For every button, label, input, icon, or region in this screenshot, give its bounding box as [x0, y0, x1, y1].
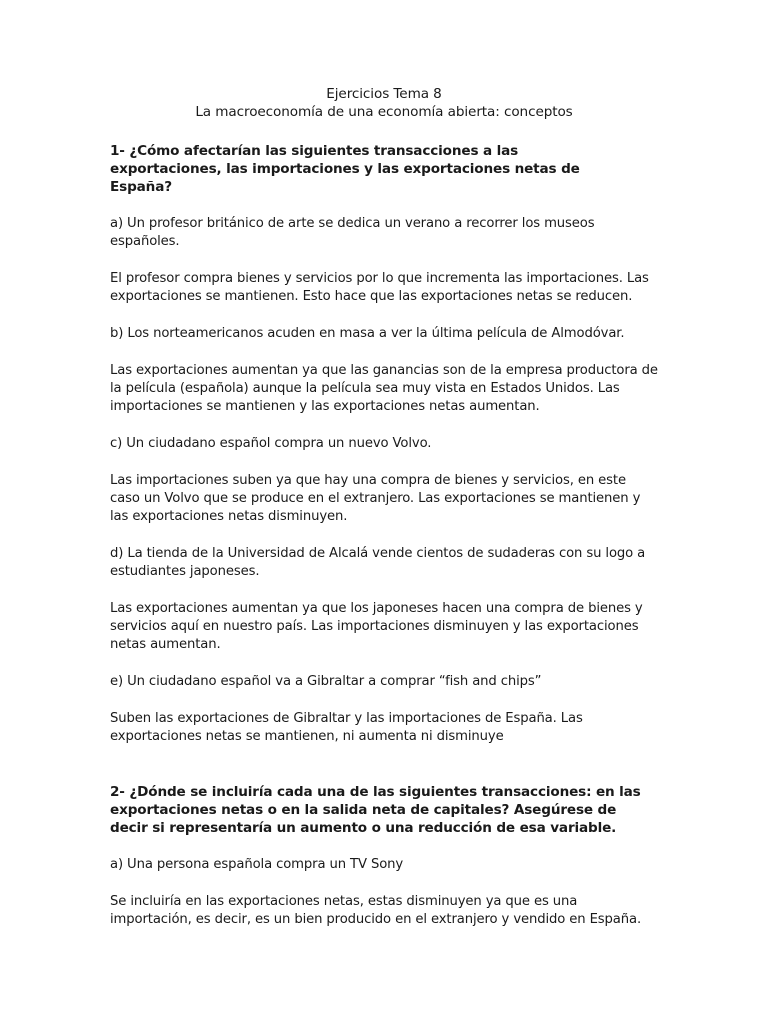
- question-1-item-d: d) La tienda de la Universidad de Alcalá vende cientos de sudaderas con su logo a estudiantes japoneses.: [110, 546, 646, 579]
- question-1-answer-d: Las exportaciones aumentan ya que los japoneses hacen una compra de bienes y servicios aquí en nuestro país. Las importaciones disminuyen y las exportaciones netas aumentan.: [110, 601, 643, 652]
- question-1-item-c: c) Un ciudadano español compra un nuevo Volvo.: [110, 436, 432, 451]
- question-1-answer-e: Suben las exportaciones de Gibraltar y las importaciones de España. Las exportaciones netas se mantienen, ni aumenta ni disminuye: [110, 711, 583, 744]
- question-1-item-e: e) Un ciudadano español va a Gibraltar a comprar “fish and chips”: [110, 674, 542, 689]
- question-1-answer-b: Las exportaciones aumentan ya que las ganancias son de la empresa productora de la película (española) aunque la película sea muy vista en Estados Unidos. Las importaciones se mantienen y las exportaciones netas aumentan.: [110, 363, 658, 414]
- question-1: 1- ¿Cómo afectarían las siguientes transacciones a las exportaciones, las importaciones y las exportaciones netas de España?: [110, 143, 580, 195]
- document-subtitle: La macroeconomía de una economía abierta: conceptos: [195, 104, 573, 120]
- question-2: 2- ¿Dónde se incluiría cada una de las siguientes transacciones: en las exportaciones netas o en la salida neta de capitales? Asegúrese de decir si representaría un aumento o una reducción de esa variable.: [110, 784, 641, 836]
- document-page: [110, 85, 658, 929]
- question-1-item-a: a) Un profesor británico de arte se dedica un verano a recorrer los museos españoles.: [110, 216, 595, 249]
- question-1-item-b: b) Los norteamericanos acuden en masa a ver la última película de Almodóvar.: [110, 326, 625, 341]
- question-2-answer-a: Se incluiría en las exportaciones netas, estas disminuyen ya que es una importación, es decir, es un bien producido en el extranjero y vendido en España.: [110, 894, 642, 927]
- question-2-item-a: a) Una persona española compra un TV Sony: [110, 857, 404, 872]
- document-title: Ejercicios Tema 8: [326, 86, 442, 102]
- question-1-answer-c: Las importaciones suben ya que hay una compra de bienes y servicios, en este caso un Volvo que se produce en el extranjero. Las exportaciones se mantienen y las exportaciones netas disminuyen.: [110, 473, 641, 524]
- question-1-answer-a: El profesor compra bienes y servicios por lo que incrementa las importaciones. Las exportaciones se mantienen. Esto hace que las exportaciones netas se reducen.: [110, 271, 649, 304]
